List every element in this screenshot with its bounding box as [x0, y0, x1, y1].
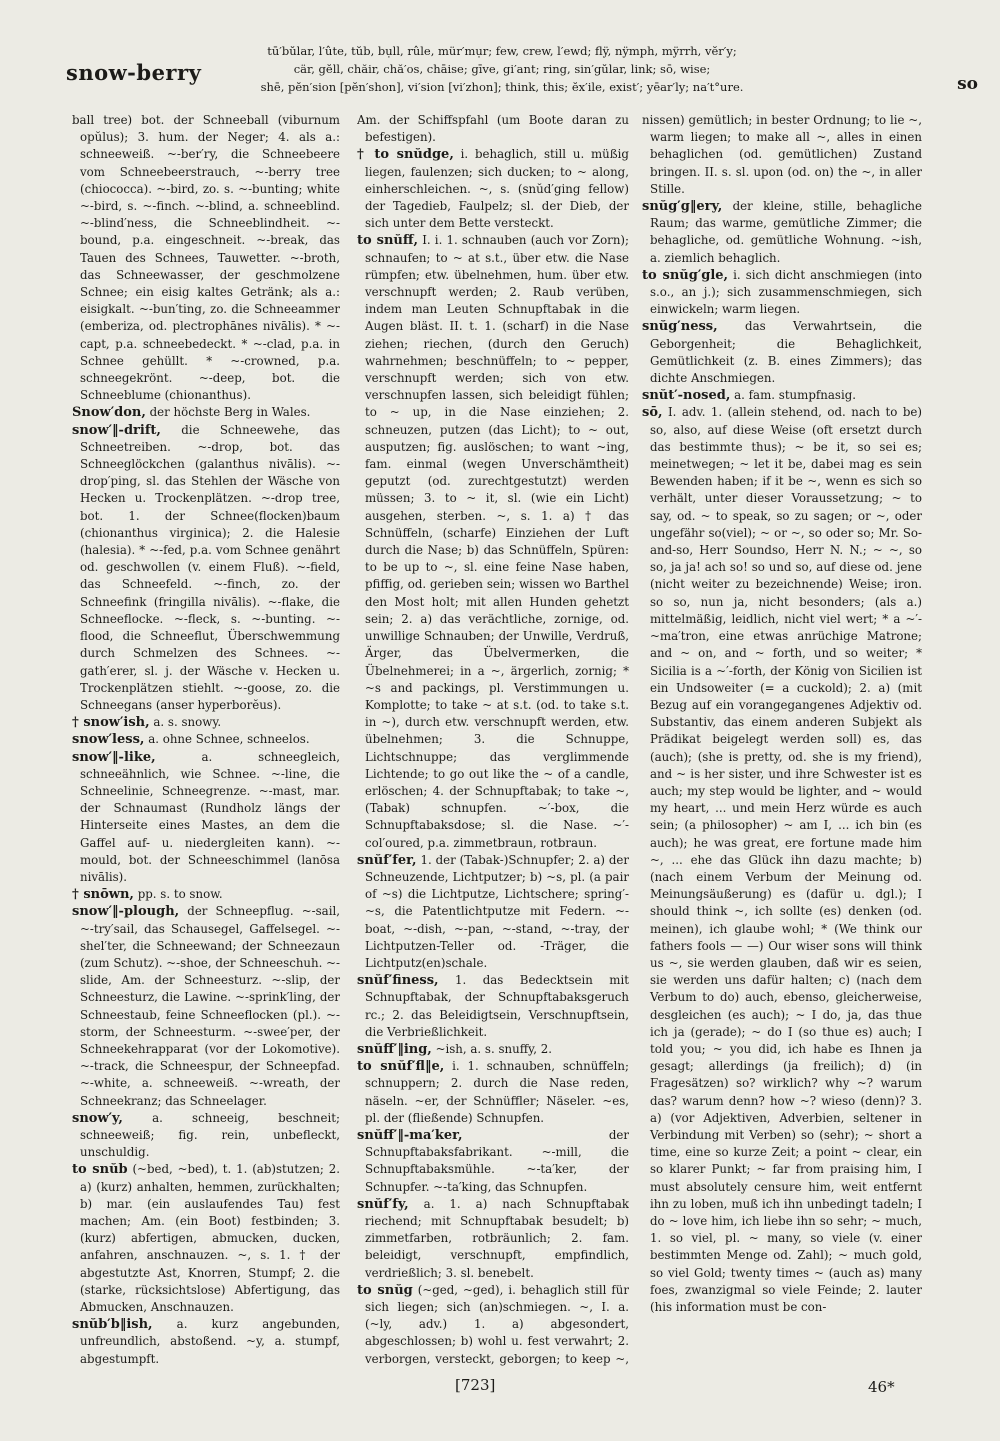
- dictionary-entry: [642, 387, 922, 404]
- entry-definition: 1. der (Tabak-)Schnupfer; 2. a) der Schneuzende, Lichtputzer; b) ~s, pl. (a pair of ~s) die Lichtputze, Lichtschere; spring′-~s, die Patentlichtputze mit Federn. ~-boat, ~-dish, ~-pan, ~-stand, ~-tray, der Lichtputzen-Teller od. -Träger, die Lichtputz(en)schale.: [365, 852, 629, 970]
- page-number: [723]: [455, 1376, 496, 1394]
- entry-headword: snow′‖-drift,: [72, 422, 161, 438]
- dictionary-entry: [72, 422, 340, 714]
- dictionary-entry: [72, 1368, 340, 1370]
- entry-headword: to snŭb: [72, 1162, 128, 1178]
- dictionary-entry: [72, 731, 340, 748]
- dictionary-entry: [357, 1041, 629, 1058]
- entry-definition: i. behaglich, still u. müßig liegen, faulenzen; sich ducken; to ~ along, einherschleichen. ~, s. (snŭd′ging fellow) der Tagedieb, Faulpelz; sl. der Dieb, der sich unter dem Bette versteckt.: [365, 147, 629, 231]
- dictionary-entry: [642, 318, 922, 387]
- pronunciation-key: [222, 42, 782, 96]
- entry-definition: (~bed, ~bed), t. 1. (ab)stutzen; 2. a) (kurz) anhalten, hemmen, zurückhalten; b) mar. (ein auslaufendes Tau) fest machen; Am. (ein Boot) festbinden; 3. (kurz) abfertigen, abmucken, ducken, anfahren, anschnauzen. ~, s. 1. † der abgestutzte Ast, Knorren, Stumpf; 2. die (starke, rücksichtslose) Abfertigung, das Abmucken, Anschnauzen.: [80, 1162, 340, 1315]
- dictionary-entry: [72, 886, 340, 903]
- dictionary-entry: [72, 903, 340, 1109]
- entry-headword: to snŭg′gle,: [642, 267, 729, 283]
- dictionary-entry: [72, 1110, 340, 1162]
- dictionary-entry: [72, 404, 340, 421]
- entry-definition: der Schnupftabaksfabrikant. ~-mill, die Schnupftabaksmühle. ~-ta′ker, der Schnupfer. ~-ta′king, das Schnupfen.: [365, 1127, 629, 1194]
- right-running-headword: so: [957, 74, 978, 94]
- entry-definition: i. sich dicht anschmiegen (into s.o., an j.); sich zusammenschmiegen, sich einwickeln; warm liegen.: [650, 267, 922, 317]
- entry-headword: † snōwn,: [72, 887, 134, 903]
- dictionary-entry: [357, 972, 629, 1041]
- entry-headword: snŭf′fer,: [357, 852, 417, 868]
- column-2: [357, 112, 629, 1370]
- entry-definition: ~ish, a. s. snuffy, 2.: [435, 1041, 552, 1056]
- entry-headword: snow′‖-plough,: [72, 904, 180, 920]
- entry-headword: † to snŭdge,: [357, 147, 454, 163]
- dictionary-entry: [357, 852, 629, 972]
- entry-definition: der höchste Berg in Wales.: [149, 405, 311, 420]
- entry-definition: a. schneeig, beschneit; schneeweiß; fig. rein, unbefleckt, unschuldig.: [80, 1110, 340, 1160]
- entry-definition: der kleine, stille, behagliche Raum; das warme, gemütliche Zimmer; die behagliche, od. gemütliche Wohnung. ~ish, a. ziemlich behaglich.: [650, 199, 922, 265]
- entry-definition: i. 1. schnauben, schnüffeln; schnuppern; 2. durch die Nase reden, näseln. ~er, der Schnüffler; Näseler. ~es, pl. der (fließende) Schnupfen.: [365, 1059, 629, 1125]
- entry-headword: Snow′don,: [72, 405, 146, 421]
- entry-definition: a. schneegleich, schneeähnlich, wie Schnee. ~-line, die Schneelinie, Schneegrenze. ~-mast, mar. der Schnaumast (Rundholz längs der Hinterseite eines Mastes, an dem die Gaffel auf- u. niedergleiten kann). ~-mould, bot. der Schneeschimmel (lanōsa nivālis).: [80, 749, 340, 884]
- entry-headword: [72, 1369, 162, 1370]
- dictionary-entry: [357, 1127, 629, 1196]
- entry-definition: die Schneewehe, das Schneetreiben. ~-drop, bot. das Schneeglöckchen (galanthus nivālis). ~-drop′ping, sl. das Stehlen der Wäsche von Hecken u. Trockenplätzen. ~-drop tree, bot. 1. der Schnee(flocken)baum (chionanthus virginica); 2. die Halesie (halesia). * ~-fed, p.a. vom Schnee genährt od. geschwollen (v. einem Fluß). ~-field, das Schneefeld. ~-finch, zo. der Schneefink (fringilla nivālis). ~-flake, die Schneeflocke. ~-fleck, s. ~-bunting. ~-flood, die Schneeflut, Überschwemmung durch Schmelzen des Schnees. ~-gath′erer, sl. j. der Wäsche v. Hecken u. Trockenplätzen stiehlt. ~-goose, zo. die Schneegans (anser hyperborĕus).: [80, 422, 340, 712]
- entry-definition: I. i. 1. schnauben (auch vor Zorn); schnaufen; to ~ at s.t., über etw. die Nase rümpfen; etw. übelnehmen, hum. über etw. verschnupft werden; 2. Raub verüben, indem man Leuten Schnupftabak in die Augen bläst. II. t. 1. (scharf) in die Nase ziehen; riechen, (durch den Geruch) wahrnehmen; beschnüffeln; to ~ pepper, verschnupft werden; sich von etw. verschnupfen lassen, sich beleidigt fühlen; to ~ up, in die Nase einziehen; 2. schneuzen, putzen (das Licht); to ~ out, ausputzen; fig. auslöschen; to want ~ing, fam. einmal (wegen Unverschämtheit) geputzt (od. zurechtgestutzt) werden müssen; 3. to ~ it, sl. (wie ein Licht) ausgehen, sterben. ~, s. 1. a) † das Schnüffeln, (scharfe) Einziehen der Luft durch die Nase; b) das Schnüffeln, Spüren: to be up to ~, sl. eine feine Nase haben, pfiffig, od. gerieben sein; wissen wo Barthel den Most holt; mit allen Hunden gehetzt sein; 2. a) das verächtliche, zornige, od. unwillige Schnauben; der Unwille, Verdruß, Ärger, das Übelvermerken, die Übelnehmerei; in a ~, ärgerlich, zornig; * ~s and packings, pl. Verstimmungen u. Komplotte; to take ~ at s.t. (od. to take s.t. in ~), durch etw. verschnupft werden, etw. übelnehmen; 3. die Schnuppe, Lichtschnuppe; das verglimmende Lichtende; to go out like the ~ of a candle, erlöschen; 4. der Schnupftabak; to take ~, (Tabak) schnupfen. ~′-box, die Schnupftabaksdose; sl. die Nase. ~′-col′oured, p.a. zimmetbraun, rotbraun.: [365, 233, 629, 850]
- pronunciation-line: tū′bŭlar, l′ûte, tŭb, bụll, rûle, mür′mụr; few, crew, l′ewd; flÿ, nÿmph, mÿrrh, vĕr′y;: [267, 44, 737, 58]
- entry-headword: snŭff′‖-ma′ker,: [357, 1127, 463, 1143]
- entry-headword: snŭff′‖ing,: [357, 1041, 432, 1057]
- dictionary-entry: [357, 1058, 629, 1127]
- entry-definition: a. 1. a) nach Schnupftabak riechend; mit Schnupftabak besudelt; b) zimmetfarben, rotbräunlich; 2. fam. beleidigt, verschnupft, empfindlich, verdrießlich; 3. sl. benebelt.: [365, 1196, 629, 1280]
- entry-definition: das Verwahrtsein, die Geborgenheit; die Behaglichkeit, Gemütlichkeit (z. B. eines Zimmers); das dichte Anschmiegen.: [650, 319, 922, 386]
- dictionary-entry: [642, 404, 922, 1316]
- left-running-headword: snow-berry: [66, 60, 202, 85]
- entry-headword: to snŭf′fl‖e,: [357, 1059, 445, 1075]
- entry-definition: Am. der Schiffspfahl (um Boote daran zu befestigen).: [357, 113, 629, 145]
- entry-definition: der Schneepflug. ~-sail, ~-try′sail, das Schausegel, Gaffelsegel. ~-shel′ter, die Schneewand; der Schneezaun (zum Schutz). ~-shoe, der Schneeschuh. ~-slide, Am. der Schneesturz. ~-slip, der Schneesturz, die Lawine. ~-sprink′ling, der Schneestaub, feine Schneeflocken (pl.). ~-storm, der Schneesturm. ~-swee′per, der Schneekehrapparat (vor der Lokomotive). ~-track, die Schneespur, der Schneepfad. ~-white, a. schneeweiß. ~-wreath, der Schneekranz; das Schneelager.: [80, 904, 340, 1108]
- entry-definition: a. s. snowy.: [153, 715, 222, 730]
- entry-definition: a. kurz angebunden, unfreundlich, abstoßend. ~y, a. stumpf, abgestumpft.: [80, 1317, 340, 1366]
- entry-headword: snŭg′g‖ery,: [642, 199, 723, 215]
- entry-headword: snŭf′finess,: [357, 973, 439, 989]
- entry-definition: nissen) gemütlich; in bester Ordnung; to lie ~, warm liegen; to make all ~, alles in einen behaglichen (od. gemütlichen) Zustand bringen. II. s. sl. upon (od. on) the ~, in aller Stille.: [642, 113, 922, 196]
- entry-headword: sō,: [642, 405, 663, 421]
- dictionary-entry: [642, 198, 922, 267]
- entry-definition: I. adv. 1. (allein stehend, od. nach to be) so, also, auf diese Weise (oft ersetzt durch das bestimmte thus); ~ be it, so sei es; meinetwegen; ~ let it be, dabei mag es sein Bewenden haben; if it be ~, wenn es sich so verhält, unter dieser Voraussetzung; ~ to say, od. ~ to speak, so zu sagen; or ~, oder ungefähr so(viel); ~ or ~, so oder so; Mr. So-and-so, Herr Soundso, Herr N. N.; ~ ~, so so, ja ja! ach so! so und so, auf diese od. jene (nicht weiter zu bezeichnende) Weise; iron. so so, nun ja, nicht besonders; (als a.) mittelmäßig, leidlich, nicht viel wert; * a ~′-~ma′tron, eine etwas anrüchige Matrone; and ~ on, and ~ forth, und so weiter; * Sicilia is a ~′-forth, der König von Sicilien ist ein Undsoweiter (= a cuckold); 2. a) (mit Bezug auf ein vorangegangenes Adjektiv od. Substantiv, das einem anderen Subjekt als Prädikat beigelegt werden soll) es, das (auch); (she is pretty, od. she is my friend), and ~ is her sister, und ihre Schwester ist es auch; my step would be lighter, and ~ would my heart, ... und mein Herz würde es auch sein; (a philosopher) ~ am I, ... ich bin (es auch); he was great, ere fortune made him ~, ... ehe das Glück ihn dazu machte; b) (nach einem Verbum der Meinung od. Meinungsäußerung) es (dafür u. dgl.); I should think ~, ich sollte (es) denken (od. meinen), ich glaube wohl; * (We think our fathers fools — —) Our wiser sons will think us ~, sie werden glauben, daß wir es seien, sie werden uns dafür halten; c) (nach dem Verbum to do) auch, ebenso, gleicherweise, desgleichen (es auch); ~ I do, ja, das thue ich ja (gerade); ~ do I (so thue es) auch; I told you; ~ you did, ich habe es Ihnen ja gesagt; allerdings (ja freilich); d) (in Fragesätzen) so? wirklich? why ~? warum das? warum denn? how ~? wieso (denn)? 3. a) (vor Adjektiven, Adverbien, seltener in Verbindung mit Verben) so (sehr); ~ short a time, eine so kurze Zeit; a point ~ clear, ein so klarer Punkt; ~ far from praising him, I must absolutely censure him, weit entfernt ihn zu loben, muß ich ihn unbedingt tadeln; I do ~ love him, ich liebe ihn so sehr; ~ much, 1. so viel, pl. ~ many, so viele (v. einer bestimmten Menge od. Zahl); ~ much gold, so viel Gold; twenty times ~ (auch as) many foes, zwanzigmal so viele Feinde; 2. lauter (his information must be con-: [650, 405, 922, 1315]
- entry-headword: to snŭff,: [357, 233, 419, 249]
- dictionary-entry: [357, 1282, 629, 1370]
- dictionary-entry: [357, 232, 629, 851]
- column-3: [642, 112, 922, 1370]
- entry-headword: † snow′ish,: [72, 715, 150, 731]
- entry-headword: to snŭg: [357, 1282, 413, 1298]
- pronunciation-line: cär, gĕll, chăir, chă′os, chāise; gīve, gi′ant; ring, sin′gŭlar, link; sō, wise;: [293, 62, 711, 76]
- signature-mark: 46*: [868, 1378, 895, 1396]
- entry-headword: snŭt′-nosed,: [642, 388, 731, 404]
- entry-definition: pp. s. to snow.: [137, 887, 223, 902]
- entry-headword: snŭf′fy,: [357, 1196, 409, 1212]
- dictionary-entry: [357, 112, 629, 146]
- dictionary-entry: [72, 1316, 340, 1368]
- entry-definition: a. ohne Schnee, schneelos.: [148, 732, 310, 747]
- dictionary-entry: [357, 146, 629, 232]
- dictionary-entry: [72, 749, 340, 887]
- entry-definition: 1. das Bedecktsein mit Schnupftabak, der Schnupftabaksgeruch rc.; 2. das Beleidigtsein, Verschnupftsein, die Verbrießlichkeit.: [365, 973, 629, 1039]
- dictionary-entry: [357, 1196, 629, 1282]
- entry-headword: snow′‖-like,: [72, 749, 156, 765]
- entry-definition: (~ged, ~ged), i. behaglich still für sich liegen; sich (an)schmiegen. ~, I. a. (~ly, adv.) 1. a) abgesondert, abgeschlossen; b) wohl u. fest verwahrt; 2. verborgen, versteckt, geborgen; to keep ~,: [365, 1282, 629, 1366]
- entry-definition: ball tree) bot. der Schneeball (viburnum opŭlus); 3. hum. der Neger; 4. als a.: schneeweiß. ~-ber′ry, die Schneebeere vom Schneebeerstrauch, ~-berry tree (chiococca). ~-bird, zo. s. ~-bunting; white ~-bird, s. ~-finch. ~-blind, a. schneeblind. ~-blind′ness, die Schneeblindheit. ~-bound, p.a. eingeschneit. ~-break, das Tauen des Schnees, Tauwetter. ~-broth, das Schneewasser, der geschmolzene Schnee; ein eisig kaltes Getränk; als a.: eisigkalt. ~-bun′ting, zo. die Schneeammer (emberiza, od. plectrophānes nivālis). * ~-capt, p.a. schneebedeckt. * ~-clad, p.a. in Schnee gehüllt. * ~-crowned, p.a. schneegekrönt. ~-deep, bot. die Schneeblume (chionanthus).: [72, 113, 340, 403]
- column-1: [72, 112, 340, 1370]
- entry-headword: snŭb′b‖ish,: [72, 1317, 153, 1333]
- entry-headword: snow′less,: [72, 732, 145, 748]
- dictionary-entry: [642, 267, 922, 319]
- entry-definition: a. fam. stumpfnasig.: [734, 388, 857, 403]
- dictionary-entry: [642, 112, 922, 198]
- entry-headword: snŭg′ness,: [642, 319, 718, 335]
- pronunciation-line: shē, pĕn′sion [pĕn′shon], vi′sion [vi′zhon]; think, this; ĕx′ile, exist′; yēar′ly; na′t°ure.: [260, 80, 744, 94]
- entry-headword: snow′y,: [72, 1110, 123, 1126]
- dictionary-entry: [72, 112, 340, 404]
- dictionary-entry: [72, 714, 340, 731]
- dictionary-entry: [72, 1161, 340, 1316]
